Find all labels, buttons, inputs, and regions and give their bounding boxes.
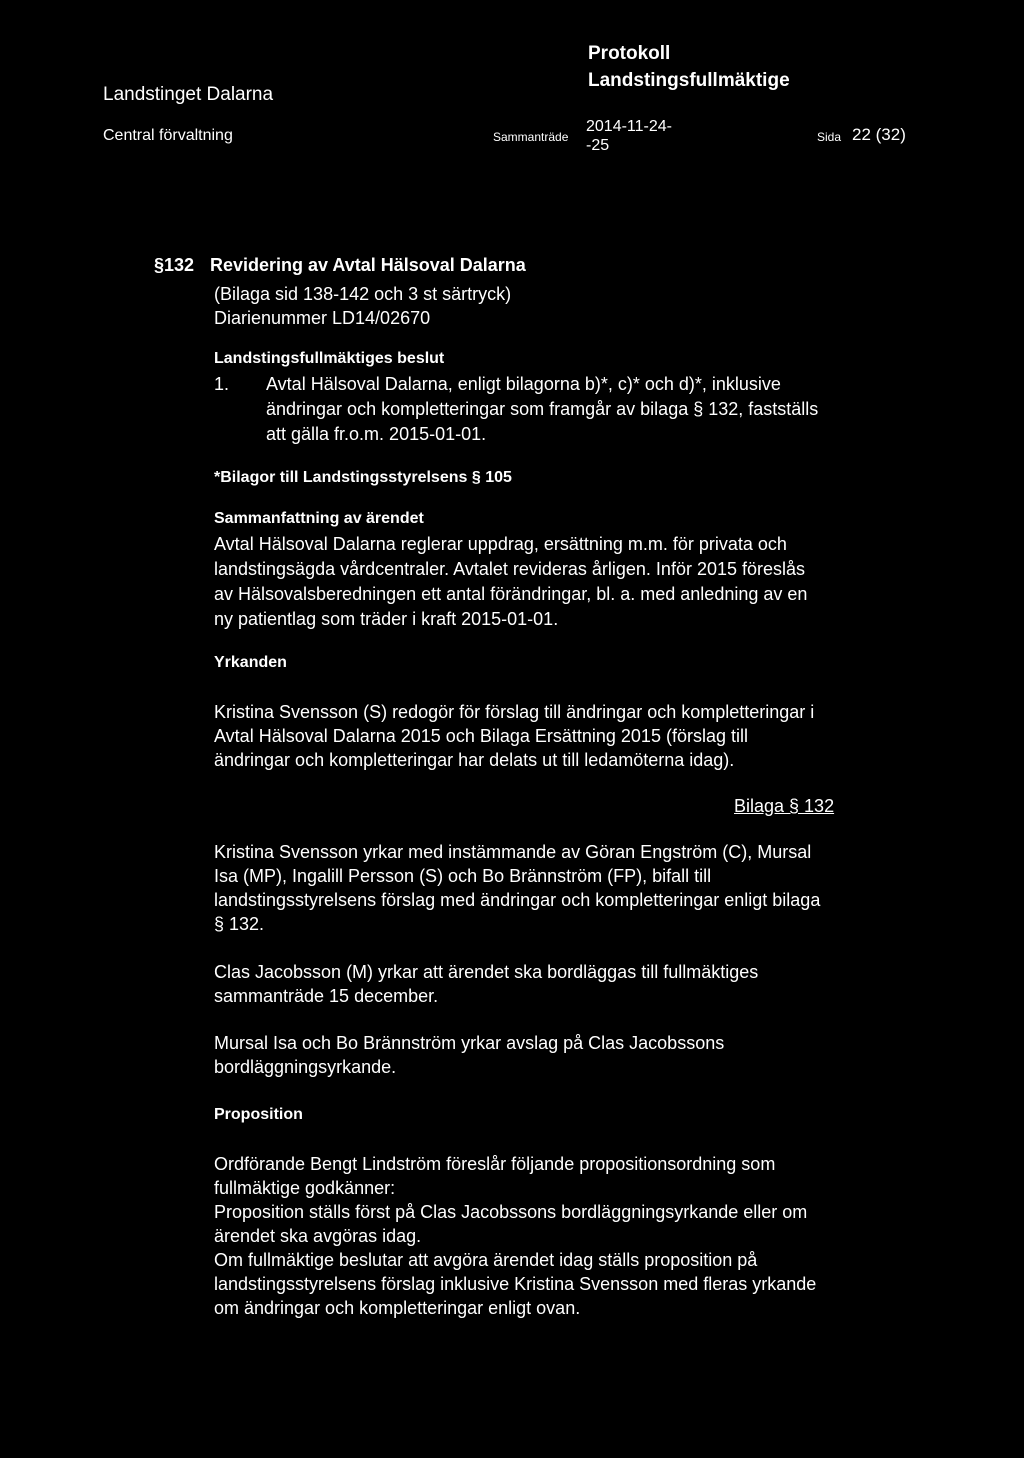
registry-number: Diarienummer LD14/02670 [214,308,431,328]
decision-item-line: ändringar och kompletteringar som framgår av bilaga § 132, fastställs [266,399,819,419]
proposition-line: Ordförande Bengt Lindström föreslår följande propositionsordning som [214,1154,776,1174]
page-number: 22 (32) [852,125,906,144]
decision-item-line: att gälla fr.o.m. 2015-01-01. [266,424,487,444]
proposition-line: ärendet ska avgöras idag. [214,1226,422,1246]
claims-paragraph-line: sammanträde 15 december. [214,986,439,1006]
claims-paragraph-line: Clas Jacobsson (M) yrkar att ärendet ska bordläggas till fullmäktiges [214,962,759,982]
proposition-line: Om fullmäktige beslutar att avgöra ärendet idag ställs proposition på [214,1250,758,1270]
summary-line: av Hälsovalsberedningen ett antal förändringar, bl. a. med anledning av en [214,584,808,604]
meeting-label: Sammanträde [493,130,569,144]
assembly-name: Landstingsfullmäktige [588,70,790,91]
summary-line: landstingsägda vårdcentraler. Avtalet revideras årligen. Inför 2015 föreslås [214,559,806,579]
page-label: Sida [817,130,842,144]
claims-paragraph-line: Avtal Hälsoval Dalarna 2015 och Bilaga Ersättning 2015 (förslag till [214,726,748,746]
department: Central förvaltning [103,127,233,144]
section-reference: (Bilaga sid 138-142 och 3 st särtryck) [214,284,512,304]
claims-paragraph-line: Kristina Svensson yrkar med instämmande av Göran Engström (C), Mursal [214,842,812,862]
summary-line: Avtal Hälsoval Dalarna reglerar uppdrag, ersättning m.m. för privata och [214,534,787,554]
claims-paragraph-line: § 132. [214,914,265,934]
proposition-heading: Proposition [214,1106,303,1123]
meeting-date-line2: -25 [586,137,610,154]
claims-heading: Yrkanden [214,654,287,671]
proposition-line: om ändringar och kompletteringar enligt ovan. [214,1298,581,1318]
claims-paragraph-line: ändringar och kompletteringar har delats ut till ledamöterna idag). [214,750,735,770]
section-number: §132 [154,255,195,275]
summary-line: ny patientlag som träder i kraft 2015-01-01. [214,609,559,629]
summary-heading: Sammanfattning av ärendet [214,510,424,527]
claims-paragraph-line: Kristina Svensson (S) redogör för förslag till ändringar och kompletteringar i [214,702,815,722]
org-name: Landstinget Dalarna [103,84,274,105]
proposition-line: fullmäktige godkänner: [214,1178,396,1198]
claims-paragraph-line: Mursal Isa och Bo Brännström yrkar avslag på Clas Jacobssons [214,1033,725,1053]
decision-item-number: 1. [214,374,230,394]
attachment-footnote: *Bilagor till Landstingsstyrelsens § 105 [214,469,512,486]
claims-paragraph-line: bordläggningsyrkande. [214,1057,397,1077]
proposition-line: landstingsstyrelsens förslag inklusive Kristina Svensson med fleras yrkande [214,1274,817,1294]
attachment-link[interactable]: Bilaga § 132 [734,796,835,816]
decision-heading: Landstingsfullmäktiges beslut [214,350,445,367]
proposition-line: Proposition ställs först på Clas Jacobssons bordläggningsyrkande eller om [214,1202,808,1222]
claims-paragraph-line: landstingsstyrelsens förslag med ändringar och kompletteringar enligt bilaga [214,890,821,910]
doc-type: Protokoll [588,43,671,64]
meeting-date-line1: 2014-11-24- [586,118,672,135]
decision-item-line: Avtal Hälsoval Dalarna, enligt bilagorna b)*, c)* och d)*, inklusive [266,374,781,394]
claims-paragraph-line: Isa (MP), Ingalill Persson (S) och Bo Brännström (FP), bifall till [214,866,712,886]
section-title: Revidering av Avtal Hälsoval Dalarna [210,255,526,275]
